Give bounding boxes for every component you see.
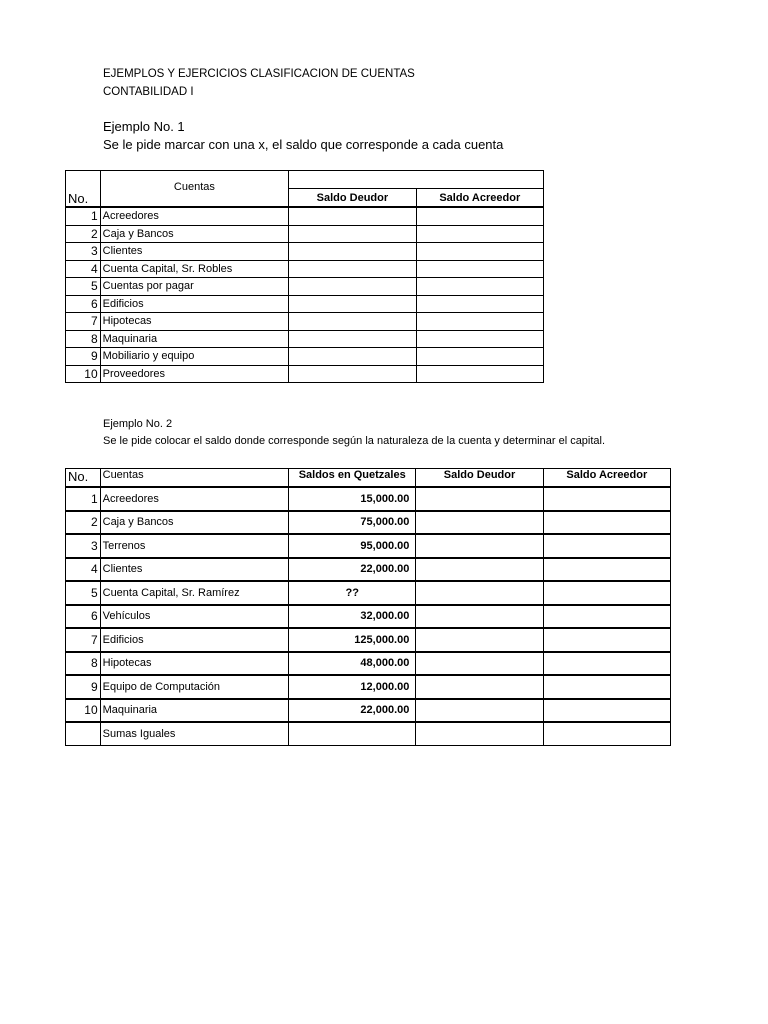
row-number: 10 (66, 699, 101, 723)
account-name: Cuentas por pagar (100, 278, 289, 296)
account-name: Cuenta Capital, Sr. Ramírez (100, 581, 288, 605)
table-row (66, 652, 671, 676)
saldo-acreedor-cell[interactable] (543, 699, 670, 723)
saldo-acreedor-cell[interactable] (416, 348, 543, 366)
table-row (66, 295, 544, 313)
saldo-deudor-cell[interactable] (289, 348, 416, 366)
row-number: 6 (66, 605, 101, 629)
sumas-acreedor-cell[interactable] (543, 722, 670, 745)
account-name: Clientes (100, 243, 289, 261)
saldo-acreedor-cell[interactable] (416, 243, 543, 261)
example1-instruction: Se le pide marcar con una x, el saldo que corresponde a cada cuenta (103, 137, 504, 152)
account-name: Terrenos (100, 534, 288, 558)
row-number: 5 (66, 278, 101, 296)
table-row (66, 487, 671, 511)
account-name: Vehículos (100, 605, 288, 629)
sumas-saldos-cell[interactable] (289, 722, 416, 745)
saldo-acreedor-cell[interactable] (543, 487, 670, 511)
saldo-deudor-cell[interactable] (416, 605, 543, 629)
saldo-quetzales-value: ?? (289, 581, 416, 605)
footer-no-cell (66, 722, 101, 745)
table-row (66, 605, 671, 629)
saldo-acreedor-cell[interactable] (416, 278, 543, 296)
row-number: 4 (66, 260, 101, 278)
saldo-deudor-cell[interactable] (416, 487, 543, 511)
saldo-deudor-cell[interactable] (289, 225, 416, 243)
saldo-deudor-cell[interactable] (416, 581, 543, 605)
row-number: 6 (66, 295, 101, 313)
saldo-quetzales-value: 95,000.00 (289, 534, 416, 558)
saldo-quetzales-value: 22,000.00 (289, 558, 416, 582)
saldo-acreedor-cell[interactable] (543, 534, 670, 558)
saldo-quetzales-value: 125,000.00 (289, 628, 416, 652)
table-row (66, 699, 671, 723)
account-name: Cuenta Capital, Sr. Robles (100, 260, 289, 278)
account-name: Edificios (100, 295, 289, 313)
saldo-acreedor-cell[interactable] (416, 313, 543, 331)
table-row (66, 511, 671, 535)
saldo-quetzales-value: 75,000.00 (289, 511, 416, 535)
col-header-saldo-acreedor: Saldo Acreedor (416, 189, 543, 208)
col-header-saldo-deudor: Saldo Deudor (289, 189, 416, 208)
table-row (66, 628, 671, 652)
sumas-deudor-cell[interactable] (416, 722, 543, 745)
example2-instruction: Se le pide colocar el saldo donde corresponde según la naturaleza de la cuenta y determinar el capital. (103, 435, 606, 447)
saldo-deudor-cell[interactable] (416, 699, 543, 723)
col-header-saldos-quetzales: Saldos en Quetzales (289, 469, 416, 488)
table-row (66, 675, 671, 699)
table-row (66, 348, 544, 366)
table-row (66, 330, 544, 348)
row-number: 4 (66, 558, 101, 582)
table-row (66, 558, 671, 582)
saldo-acreedor-cell[interactable] (543, 605, 670, 629)
saldo-acreedor-cell[interactable] (543, 652, 670, 676)
account-name: Acreedores (100, 487, 288, 511)
row-number: 9 (66, 675, 101, 699)
saldo-deudor-cell[interactable] (289, 365, 416, 383)
document-subtitle: CONTABILIDAD I (103, 86, 194, 98)
saldo-acreedor-cell[interactable] (416, 225, 543, 243)
table-row (66, 313, 544, 331)
account-name: Acreedores (100, 207, 289, 225)
row-number: 2 (66, 511, 101, 535)
saldo-deudor-cell[interactable] (289, 243, 416, 261)
saldo-deudor-cell[interactable] (416, 652, 543, 676)
row-number: 3 (66, 243, 101, 261)
table-row (66, 260, 544, 278)
saldo-acreedor-cell[interactable] (543, 558, 670, 582)
table-row (66, 365, 544, 383)
col-header-saldo-acreedor: Saldo Acreedor (543, 469, 670, 488)
saldo-quetzales-value: 22,000.00 (289, 699, 416, 723)
account-name: Caja y Bancos (100, 225, 289, 243)
col-header-cuentas: Cuentas (100, 171, 289, 208)
example1-table (65, 170, 544, 383)
row-number: 5 (66, 581, 101, 605)
row-number: 1 (66, 207, 101, 225)
saldo-acreedor-cell[interactable] (543, 581, 670, 605)
row-number: 3 (66, 534, 101, 558)
row-number: 2 (66, 225, 101, 243)
saldo-deudor-cell[interactable] (289, 330, 416, 348)
saldo-acreedor-cell[interactable] (543, 511, 670, 535)
document-title: EJEMPLOS Y EJERCICIOS CLASIFICACION DE CUENTAS (103, 68, 415, 80)
saldo-quetzales-value: 48,000.00 (289, 652, 416, 676)
table-row (66, 225, 544, 243)
account-name: Proveedores (100, 365, 289, 383)
saldo-acreedor-cell[interactable] (416, 330, 543, 348)
row-number: 7 (66, 313, 101, 331)
example2-table (65, 468, 671, 746)
saldo-acreedor-cell[interactable] (416, 260, 543, 278)
account-name: Mobiliario y equipo (100, 348, 289, 366)
row-number: 8 (66, 652, 101, 676)
col-header-no: No. (66, 469, 101, 488)
account-name: Clientes (100, 558, 288, 582)
col-header-saldo-deudor: Saldo Deudor (416, 469, 543, 488)
table-row (66, 581, 671, 605)
saldo-acreedor-cell[interactable] (416, 365, 543, 383)
saldo-deudor-cell[interactable] (289, 207, 416, 225)
saldo-deudor-cell[interactable] (289, 295, 416, 313)
account-name: Caja y Bancos (100, 511, 288, 535)
row-number: 9 (66, 348, 101, 366)
saldo-deudor-cell[interactable] (416, 558, 543, 582)
saldo-quetzales-value: 32,000.00 (289, 605, 416, 629)
row-number: 1 (66, 487, 101, 511)
saldo-deudor-cell[interactable] (416, 534, 543, 558)
row-number: 7 (66, 628, 101, 652)
account-name: Maquinaria (100, 699, 288, 723)
col-header-no: No. (66, 171, 101, 208)
example2-title: Ejemplo No. 2 (103, 418, 173, 430)
account-name: Edificios (100, 628, 288, 652)
saldo-acreedor-cell[interactable] (543, 628, 670, 652)
sumas-iguales-label: Sumas Iguales (100, 722, 288, 745)
example1-title: Ejemplo No. 1 (103, 119, 185, 134)
saldo-deudor-cell[interactable] (289, 278, 416, 296)
table-row (66, 278, 544, 296)
table-row (66, 207, 544, 225)
saldo-deudor-cell[interactable] (289, 260, 416, 278)
saldo-acreedor-cell[interactable] (543, 675, 670, 699)
account-name: Equipo de Computación (100, 675, 288, 699)
saldo-deudor-cell[interactable] (416, 511, 543, 535)
row-number: 10 (66, 365, 101, 383)
account-name: Maquinaria (100, 330, 289, 348)
account-name: Hipotecas (100, 313, 289, 331)
saldo-quetzales-value: 15,000.00 (289, 487, 416, 511)
account-name: Hipotecas (100, 652, 288, 676)
saldo-deudor-cell[interactable] (289, 313, 416, 331)
table-row (66, 243, 544, 261)
saldo-acreedor-cell[interactable] (416, 295, 543, 313)
saldo-acreedor-cell[interactable] (416, 207, 543, 225)
row-number: 8 (66, 330, 101, 348)
saldo-deudor-cell[interactable] (416, 675, 543, 699)
saldo-quetzales-value: 12,000.00 (289, 675, 416, 699)
header-spacer (289, 171, 544, 189)
table-row (66, 534, 671, 558)
col-header-cuentas: Cuentas (100, 469, 288, 488)
saldo-deudor-cell[interactable] (416, 628, 543, 652)
